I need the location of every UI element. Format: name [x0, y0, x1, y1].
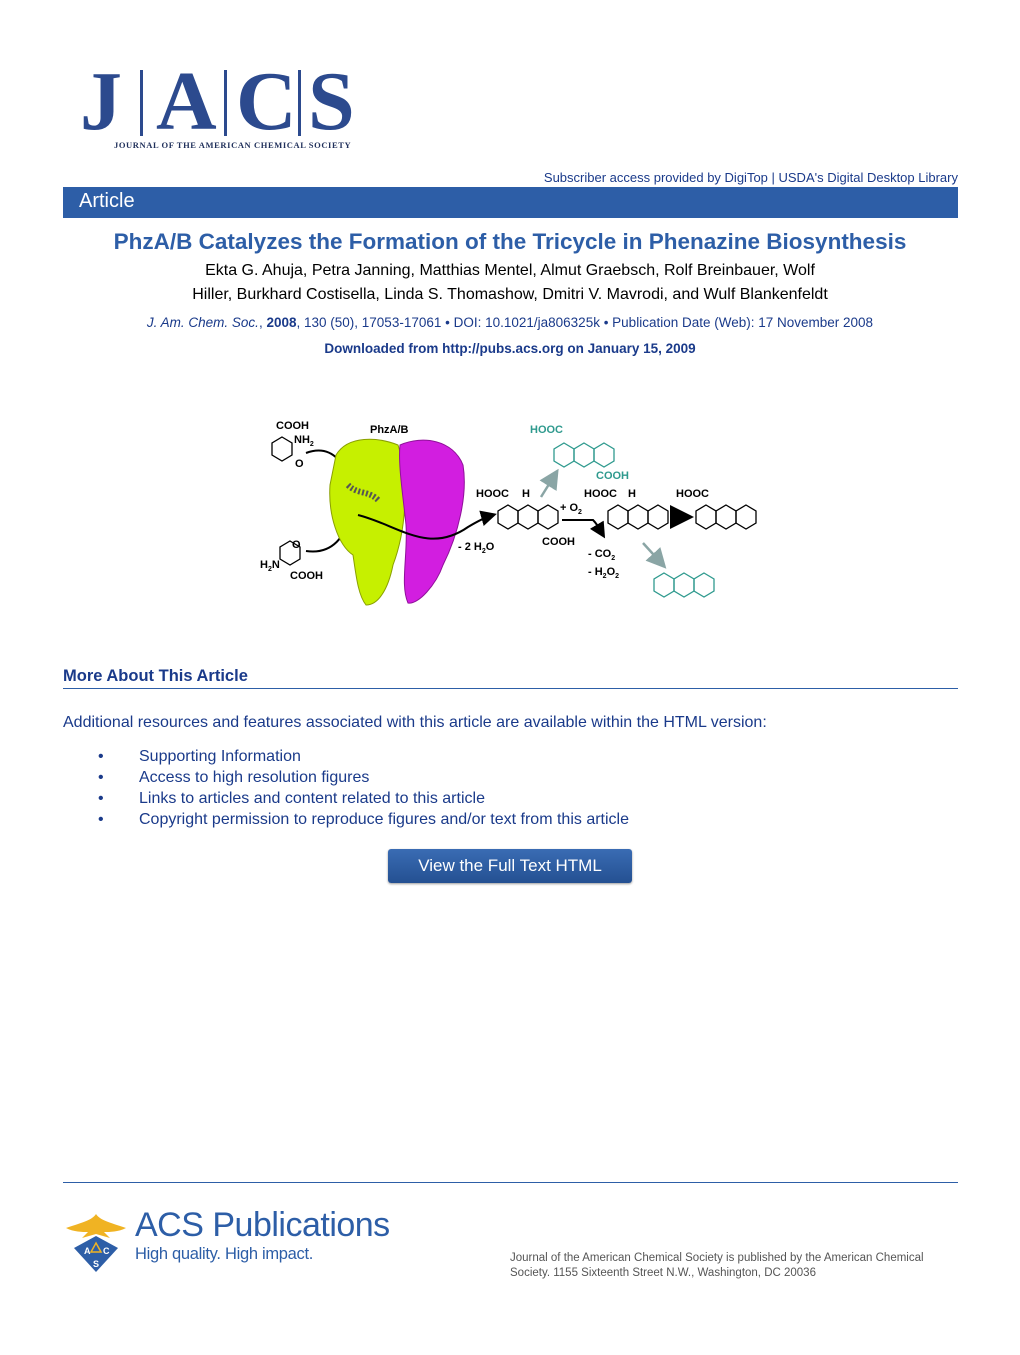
fig-label-h-2: H: [628, 488, 636, 500]
bullet: •: [98, 811, 104, 828]
fig-label-minus-2h2o: - 2 $H_2O$: [458, 541, 495, 555]
footer-divider: [63, 1182, 958, 1183]
list-item[interactable]: [98, 769, 369, 787]
section-bar: [63, 187, 958, 218]
fig-label-o-top: O: [295, 458, 304, 470]
fig-label-hooc-3: HOOC: [676, 488, 709, 500]
logo-letter-j: J: [80, 55, 122, 148]
list-item-label: Copyright permission to reproduce figures and/or text from this article: [139, 811, 629, 828]
substrate-ring-1: [272, 437, 292, 461]
list-item[interactable]: [98, 790, 485, 808]
enzyme-structure: [330, 439, 465, 605]
bullet: •: [98, 790, 104, 807]
svg-text:A: A: [84, 1246, 91, 1256]
fig-label-h2n: $H_2N$: [260, 559, 280, 573]
download-note: Downloaded from http://pubs.acs.org on January 15, 2009: [324, 341, 696, 356]
logo-letter-c: C: [236, 55, 297, 148]
logo-letter-a: A: [156, 55, 217, 148]
list-item-label: Access to high resolution figures: [139, 769, 370, 786]
svg-text:C: C: [103, 1246, 110, 1256]
fig-label-cooh-bottom: COOH: [290, 570, 323, 582]
subscriber-access-note: Subscriber access provided by DigiTop | USDA's Digital Desktop Library: [543, 170, 958, 185]
fig-label-hooc-2: HOOC: [584, 488, 617, 500]
citation-year: 2008: [266, 315, 297, 330]
more-about-heading: More About This Article: [63, 667, 248, 685]
resources-intro: Additional resources and features associated with this article are available within the HTML version:: [63, 714, 767, 731]
logo-subtitle: JOURNAL OF THE AMERICAN CHEMICAL SOCIETY: [114, 140, 352, 150]
fig-label-cooh-top: COOH: [276, 420, 309, 432]
bullet: •: [98, 769, 104, 786]
publisher-note: Journal of the American Chemical Society is published by the American Chemical Society. 1155 Sixteenth Street N.W., Washington, DC 20036: [510, 1252, 924, 1279]
toc-graphic: [258, 405, 768, 620]
fig-label-cooh-1: COOH: [542, 536, 575, 548]
list-item[interactable]: [98, 748, 301, 766]
fig-label-nh2: $NH_2$: [294, 434, 314, 448]
fig-label-cooh-teal: COOH: [596, 470, 629, 482]
fig-label-minus-co2: - $CO_2$: [588, 548, 616, 562]
authors-line-2: Hiller, Burkhard Costisella, Linda S. Thomashow, Dmitri V. Mavrodi, and Wulf Blankenfeldt: [192, 286, 828, 303]
list-item[interactable]: [98, 811, 629, 829]
bullet: •: [98, 748, 104, 765]
list-item-label: Supporting Information: [139, 748, 301, 765]
acs-publications-wordmark: ACS Publications: [135, 1206, 390, 1244]
list-item-label: Links to articles and content related to this article: [139, 790, 485, 807]
authors-line-1: Ekta G. Ahuja, Petra Janning, Matthias Mentel, Almut Graebsch, Rolf Breinbauer, Wolf: [205, 262, 815, 279]
fig-label-o-bottom: O: [292, 539, 301, 551]
fig-label-hooc-teal: HOOC: [530, 424, 563, 436]
article-title[interactable]: PhzA/B Catalyzes the Formation of the Tricycle in Phenazine Biosynthesis: [113, 229, 907, 254]
acs-eagle-icon: [62, 1210, 130, 1276]
enzyme-label: PhzA/B: [370, 424, 409, 436]
jacs-logo: [78, 55, 363, 157]
logo-letter-s: S: [308, 55, 355, 148]
divider: [63, 688, 958, 689]
citation: J. Am. Chem. Soc., 2008, 130 (50), 17053-17061 • DOI: 10.1021/ja806325k • Publication Date (Web): 17 November 2008: [146, 315, 874, 330]
citation-details: , 130 (50), 17053-17061 • DOI: 10.1021/ja806325k • Publication Date (Web): 17 November 2008: [296, 315, 874, 330]
section-label: Article: [79, 190, 135, 212]
fig-label-o2: + $O_2$: [560, 502, 582, 516]
fig-label-hooc-1: HOOC: [476, 488, 509, 500]
svg-text:S: S: [93, 1259, 100, 1269]
fig-label-minus-h2o2: - $H_2O_2$: [588, 566, 620, 580]
fig-label-h-1: H: [522, 488, 530, 500]
journal-abbrev: J. Am. Chem. Soc.: [146, 315, 259, 330]
acs-tagline: High quality. High impact.: [135, 1245, 314, 1263]
view-full-text-button[interactable]: View the Full Text HTML: [388, 849, 632, 883]
substrate-ring-2: [280, 541, 300, 565]
